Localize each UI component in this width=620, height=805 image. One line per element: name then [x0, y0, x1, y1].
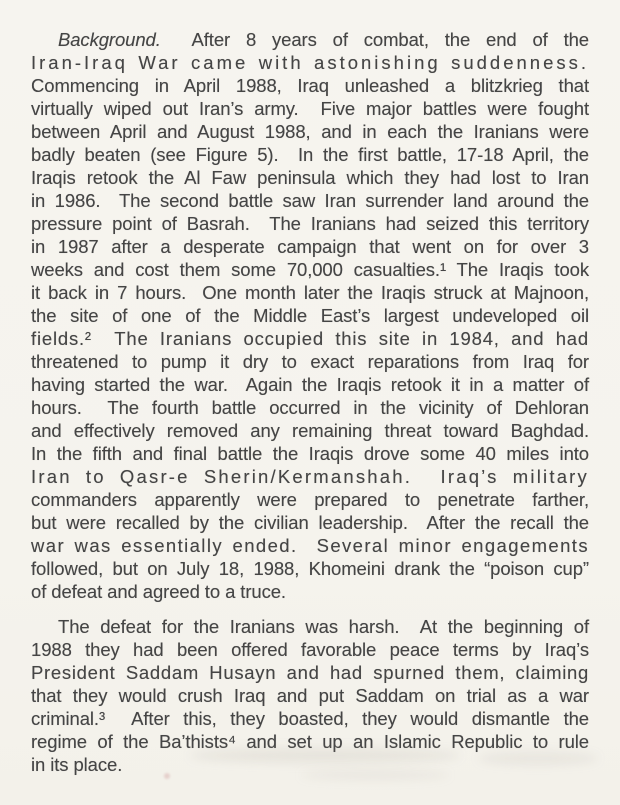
paragraph1-last-line: of defeat and agreed to a truce. [31, 581, 286, 602]
text-line: in 1987 after a desperate campaign that went on for over 3 [31, 236, 589, 257]
text-line: between April and August 1988, and in each the Iranians were [31, 121, 589, 142]
paragraph-defeat [31, 615, 589, 776]
text-line: weeks and cost them some 70,000 casualties.¹ The Iraqis took [31, 259, 589, 280]
text-line: President Saddam Husayn and had spurned them, claiming [31, 662, 589, 683]
text-line: fields.² The Iranians occupied this site in 1984, and had [31, 328, 589, 349]
text-line: badly beaten (see Figure 5). In the first battle, 17-18 April, the [31, 144, 589, 165]
text-line: 1988 they had been offered favorable peace terms by Iraq’s [31, 639, 589, 660]
text-line: Iran to Qasr-e Sherin/Kermanshah. Iraq’s military [31, 466, 589, 487]
text-line: In the fifth and final battle the Iraqis drove some 40 miles into [31, 443, 589, 464]
text-line: Iran-Iraq War came with astonishing suddenness. [31, 52, 589, 73]
paragraph1-first-line [31, 28, 589, 51]
text-line: pressure point of Basrah. The Iranians had seized this territory [31, 213, 589, 234]
text-line: virtually wiped out Iran’s army. Five major battles were fought [31, 98, 589, 119]
text-line: followed, but on July 18, 1988, Khomeini drank the “poison cup” [31, 558, 589, 579]
paragraph1-first-line-text: After 8 years of combat, the end of the [160, 29, 589, 50]
text-line: but were recalled by the civilian leadership. After the recall the [31, 512, 589, 533]
text-line: it back in 7 hours. One month later the Iraqis struck at Majnoon, [31, 282, 589, 303]
paragraph-background [31, 28, 589, 603]
text-line: having started the war. Again the Iraqis retook it in a matter of [31, 374, 589, 395]
paragraph2-first-line: The defeat for the Iranians was harsh. At the beginning of [58, 616, 589, 637]
text-line: Iraqis retook the Al Faw peninsula which they had lost to Iran [31, 167, 589, 188]
lead-in-italic: Background. [58, 29, 161, 50]
paragraph2-lines [31, 638, 589, 753]
paragraph1-lines [31, 51, 589, 580]
text-line: Commencing in April 1988, Iraq unleashed a blitzkrieg that [31, 75, 589, 96]
text-line: threatened to pump it dry to exact reparations from Iraq for [31, 351, 589, 372]
text-line: in 1986. The second battle saw Iran surrender land around the [31, 190, 589, 211]
text-line: that they would crush Iraq and put Saddam on trial as a war [31, 685, 589, 706]
text-line: and effectively removed any remaining threat toward Baghdad. [31, 420, 589, 441]
text-line: criminal.³ After this, they boasted, they would dismantle the [31, 708, 589, 729]
paragraph2-last-line: in its place. [31, 754, 123, 775]
text-line: commanders apparently were prepared to penetrate farther, [31, 489, 589, 510]
text-line: war was essentially ended. Several minor engagements [31, 535, 589, 556]
text-line: hours. The fourth battle occurred in the vicinity of Dehloran [31, 397, 589, 418]
text-line: regime of the Ba’thists⁴ and set up an Islamic Republic to rule [31, 731, 589, 752]
text-line: the site of one of the Middle East’s largest undeveloped oil [31, 305, 589, 326]
